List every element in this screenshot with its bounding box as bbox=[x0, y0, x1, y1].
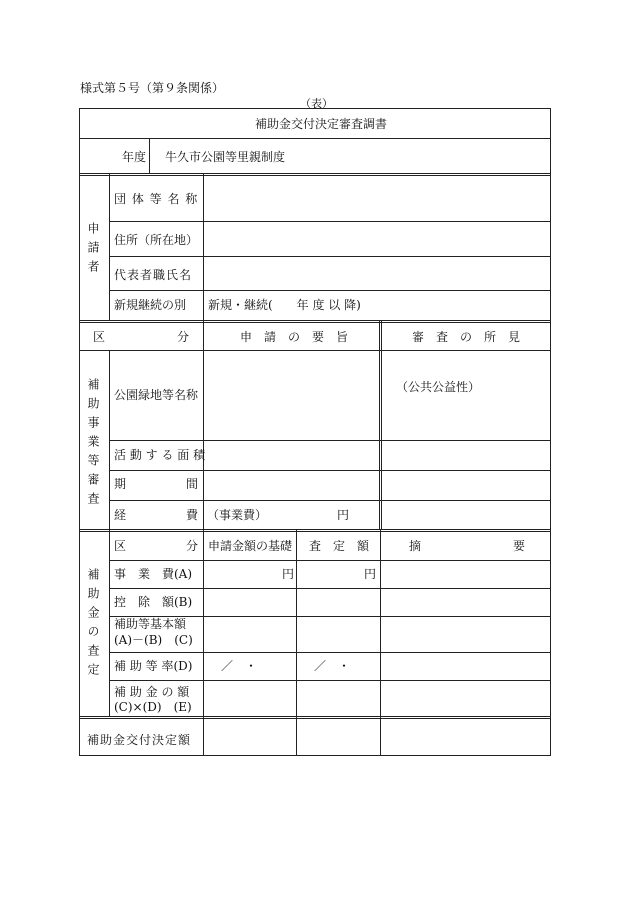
rule bbox=[203, 173, 204, 320]
rate-placeholder: ／ ・ bbox=[221, 659, 258, 673]
yen-unit: 円 bbox=[282, 567, 295, 581]
subsidy-assessment-section-label: 補助金の査定 bbox=[86, 568, 100, 682]
remarks-heading-1: 摘 bbox=[409, 539, 422, 553]
category-label-2: 分 bbox=[186, 539, 199, 553]
form-number: 様式第５号（第９条関係） bbox=[80, 81, 225, 95]
front-side-label: （表） bbox=[300, 97, 333, 110]
yen-unit: 円 bbox=[364, 567, 377, 581]
rule bbox=[109, 529, 110, 716]
rule bbox=[109, 256, 550, 257]
base-amount-row-label-2: (A)－(B) (C) bbox=[114, 633, 193, 647]
applicant-section-label: 申請者 bbox=[86, 222, 100, 279]
category-heading: 区 分 bbox=[93, 330, 190, 344]
period-label-1: 期 bbox=[114, 477, 127, 491]
rule bbox=[109, 588, 550, 589]
form-title: 補助金交付決定審査調書 bbox=[255, 117, 388, 131]
review-findings-heading: 審 査 の 所 見 bbox=[412, 330, 521, 344]
new-or-continuing-value: 新規・継続( 年 度 以 降) bbox=[208, 298, 361, 312]
subsidy-rate-row-label: 補 助 等 率(D) bbox=[114, 659, 193, 673]
rule bbox=[380, 529, 381, 755]
rule bbox=[109, 350, 110, 529]
base-amount-row-label-1: 補助等基本額 bbox=[114, 617, 187, 631]
final-amount-label: 補助金交付決定額 bbox=[87, 733, 192, 747]
rule bbox=[203, 320, 204, 529]
category-label-1: 区 bbox=[114, 539, 127, 553]
rule bbox=[109, 560, 550, 561]
rule bbox=[109, 440, 550, 441]
rule bbox=[80, 529, 550, 532]
subsidy-amount-row-label-2: (C)×(D) (E) bbox=[114, 700, 192, 714]
rule bbox=[80, 320, 550, 323]
rule bbox=[109, 173, 110, 320]
rule bbox=[296, 529, 297, 755]
activity-area-label: 活 動 す る 面 積 bbox=[114, 448, 206, 462]
deduction-row-label: 控 除 額(B) bbox=[114, 595, 193, 609]
representative-label: 代表者職氏名 bbox=[114, 268, 193, 282]
project-review-section-label: 補助事業等審査 bbox=[86, 378, 100, 511]
rule bbox=[379, 320, 382, 529]
project-cost-label: （事業費） bbox=[207, 508, 268, 522]
park-name-label: 公園緑地等名称 bbox=[114, 388, 199, 402]
year-label: 年度 bbox=[122, 150, 147, 164]
rule bbox=[80, 138, 550, 139]
rule bbox=[109, 500, 550, 501]
rule bbox=[109, 470, 550, 471]
rule bbox=[80, 173, 550, 176]
expense-label-2: 費 bbox=[186, 508, 199, 522]
group-name-label: 団 体 等 名 称 bbox=[114, 192, 199, 206]
rule bbox=[109, 221, 550, 222]
rule bbox=[109, 652, 550, 653]
rule bbox=[109, 290, 550, 291]
project-cost-row-label: 事 業 費(A) bbox=[114, 567, 193, 581]
subsidy-amount-row-label-1: 補 助 金 の 額 bbox=[114, 685, 190, 699]
period-label-2: 間 bbox=[186, 477, 199, 491]
rule bbox=[203, 529, 204, 755]
yen-unit: 円 bbox=[337, 508, 350, 522]
new-or-continuing-label: 新規継続の別 bbox=[114, 298, 187, 312]
rule bbox=[80, 350, 550, 351]
program-name: 牛久市公園等里親制度 bbox=[165, 150, 286, 164]
public-interest-label: （公共公益性） bbox=[396, 380, 481, 394]
application-basis-heading: 申請金額の基礎 bbox=[208, 539, 293, 553]
rule bbox=[149, 138, 150, 173]
application-summary-heading: 申 請 の 要 旨 bbox=[240, 330, 349, 344]
rule bbox=[80, 716, 550, 719]
rule bbox=[109, 680, 550, 681]
rate-placeholder: ／ ・ bbox=[314, 659, 351, 673]
expense-label-1: 経 bbox=[114, 508, 127, 522]
address-label: 住所（所在地） bbox=[114, 233, 199, 247]
assessed-amount-heading: 査 定 額 bbox=[309, 539, 370, 553]
remarks-heading-2: 要 bbox=[513, 539, 526, 553]
